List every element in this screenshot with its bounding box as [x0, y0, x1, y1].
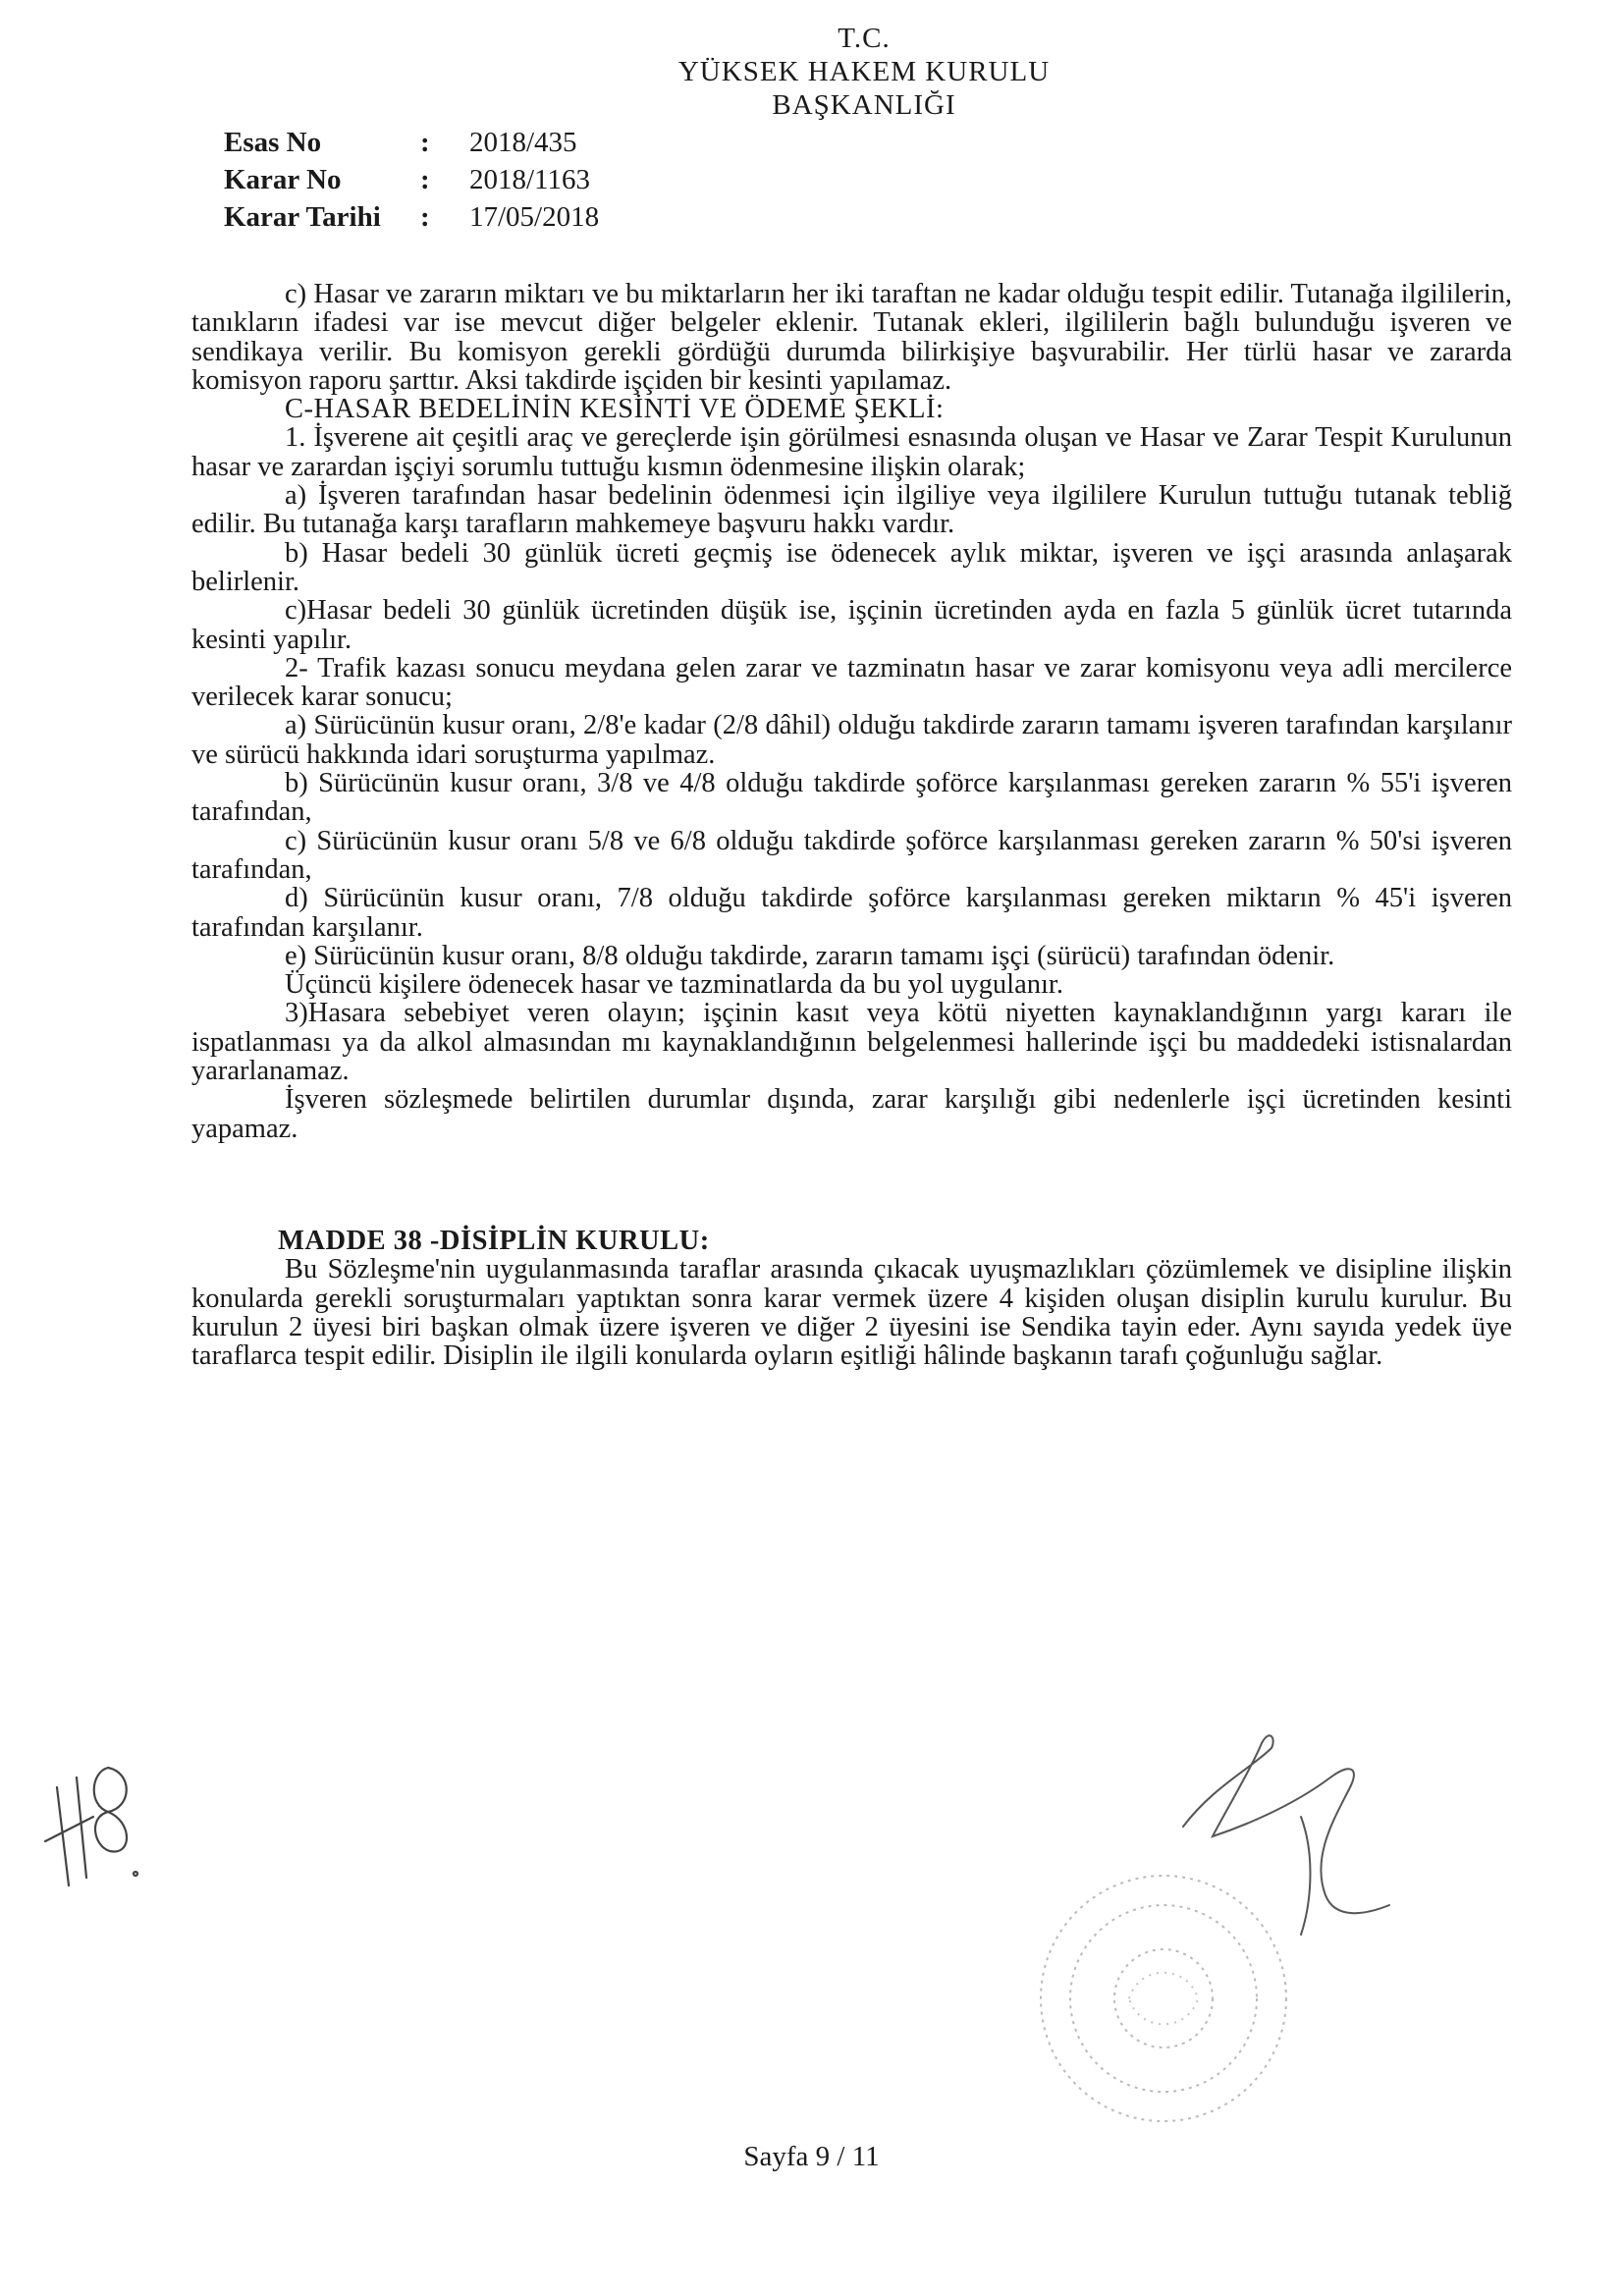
- paragraph: Bu Sözleşme'nin uygulanmasında taraflar arasında çıkacak uyuşmazlıkları çözümlemek ve disipline ilişkin konularda gerekli soruşturmaları yaptıktan sonra karar vermek üzere 4 kişiden oluşan disiplin kurulu kurulur. Bu kurulun 2 üyesi biri başkan olmak üzere işveren ve diğer 2 üyesini ise Sendika tayin eder. Aynı sayıda yedek üye taraflarca tespit edilir. Disiplin ile ilgili konularda oyların eşitliği hâlinde başkanın tarafı çoğunluğu sağlar.: [191, 1254, 1512, 1372]
- meta-value: 17/05/2018: [469, 201, 600, 233]
- seal-stamp: [1021, 1856, 1306, 2141]
- meta-colon: :: [420, 164, 430, 195]
- meta-row-tarih: [224, 198, 599, 236]
- institution-header: [648, 22, 1080, 122]
- meta-colon: :: [420, 201, 430, 233]
- paragraph: 2- Trafik kazası sonucu meydana gelen zarar ve tazminatın hasar ve zarar komisyonu veya adli mercilerce verilecek karar sonucu;: [191, 652, 1512, 713]
- page-footer: [0, 2141, 1623, 2173]
- paragraph: a) Sürücünün kusur oranı, 2/8'e kadar (2/8 dâhil) olduğu takdirde zararın tamamı işveren tarafından karşılanır ve sürücü hakkında idari soruşturma yapılmaz.: [191, 710, 1512, 770]
- paragraph: b) Hasar bedeli 30 günlük ücreti geçmiş ise ödenecek aylık miktar, işveren ve işçi arasında anlaşarak belirlenir.: [191, 537, 1512, 597]
- handwritten-initials-mark: [39, 1748, 147, 1895]
- paragraph: 3)Hasara sebebiyet veren olayın; işçinin kasıt veya kötü niyetten kaynaklandığının yargı kararı ile ispatlanması ya da alkol almasından mı kaynaklandığının belgelenmesi hallerinde işçi bu maddedeki istisnalardan yararlanamaz.: [191, 998, 1512, 1087]
- case-meta: [224, 124, 599, 236]
- meta-label: Esas No: [224, 127, 322, 158]
- page-number: Sayfa 9 / 11: [743, 2141, 880, 2172]
- meta-colon: :: [420, 127, 430, 158]
- paragraph: d) Sürücünün kusur oranı, 7/8 olduğu takdirde şoförce karşılanması gereken miktarın % 45'i işveren tarafından karşılanır.: [191, 883, 1512, 943]
- paragraph: c)Hasar bedeli 30 günlük ücretinden düşük ise, işçinin ücretinden ayda en fazla 5 günlük ücret tutarında kesinti yapılır.: [191, 595, 1512, 655]
- spacer: [191, 1143, 1512, 1227]
- meta-row-esas: [224, 124, 599, 161]
- meta-value: 2018/1163: [469, 164, 590, 195]
- paragraph: 1. İşverene ait çeşitli araç ve gereçlerde işin görülmesi esnasında oluşan ve Hasar ve Zarar Tespit Kurulunun hasar ve zarardan işçiyi sorumlu tuttuğu kısmın ödenmesine ilişkin olarak;: [191, 422, 1512, 482]
- meta-label: Karar No: [224, 164, 342, 195]
- section-heading: C-HASAR BEDELİNİN KESİNTİ VE ÖDEME ŞEKLİ:: [285, 394, 945, 425]
- document-body: [191, 280, 1512, 1370]
- meta-row-karar: [224, 161, 599, 198]
- meta-value: 2018/435: [469, 127, 577, 158]
- header-board-name: YÜKSEK HAKEM KURULU: [677, 56, 1051, 87]
- paragraph: e) Sürücünün kusur oranı, 8/8 olduğu takdirde, zararın tamamı işçi (sürücü) tarafından ödenir.: [285, 940, 1335, 971]
- paragraph: a) İşveren tarafından hasar bedelinin ödenmesi için ilgiliye veya ilgililere Kurulun tuttuğu tutanak tebliğ edilir. Bu tutanağa karşı tarafların mahkemeye başvuru hakkı vardır.: [191, 480, 1512, 540]
- paragraph: İşveren sözleşmede belirtilen durumlar dışında, zarar karşılığı gibi nedenlerle işçi ücretinden kesinti yapamaz.: [191, 1084, 1512, 1144]
- article-heading: MADDE 38 -DİSİPLİN KURULU:: [278, 1225, 710, 1256]
- meta-label: Karar Tarihi: [224, 201, 381, 233]
- header-presidency: BAŞKANLIĞI: [772, 89, 956, 121]
- header-tc: T.C.: [838, 23, 891, 54]
- paragraph: c) Sürücünün kusur oranı 5/8 ve 6/8 olduğu takdirde şoförce karşılanması gereken zararın % 50'si işveren tarafından,: [191, 825, 1512, 885]
- paragraph: c) Hasar ve zararın miktarı ve bu miktarların her iki taraftan ne kadar olduğu tespit edilir. Tutanağa ilgililerin, tanıkların ifadesi var ise mevcut diğer belgeler eklenir. Tutanak ekleri, ilgililerin bağlı bulunduğu işveren ve sendikaya verilir. Bu komisyon gerekli gördüğü durumda bilirkişiye başvurabilir. Her türlü hasar ve zararda komisyon raporu şarttır. Aksi takdirde işçiden bir kesinti yapılamaz.: [191, 279, 1512, 396]
- paragraph: b) Sürücünün kusur oranı, 3/8 ve 4/8 olduğu takdirde şoförce karşılanması gereken zararın % 55'i işveren tarafından,: [191, 768, 1512, 828]
- paragraph: Üçüncü kişilere ödenecek hasar ve tazminatlarda da bu yol uygulanır.: [285, 969, 1063, 1001]
